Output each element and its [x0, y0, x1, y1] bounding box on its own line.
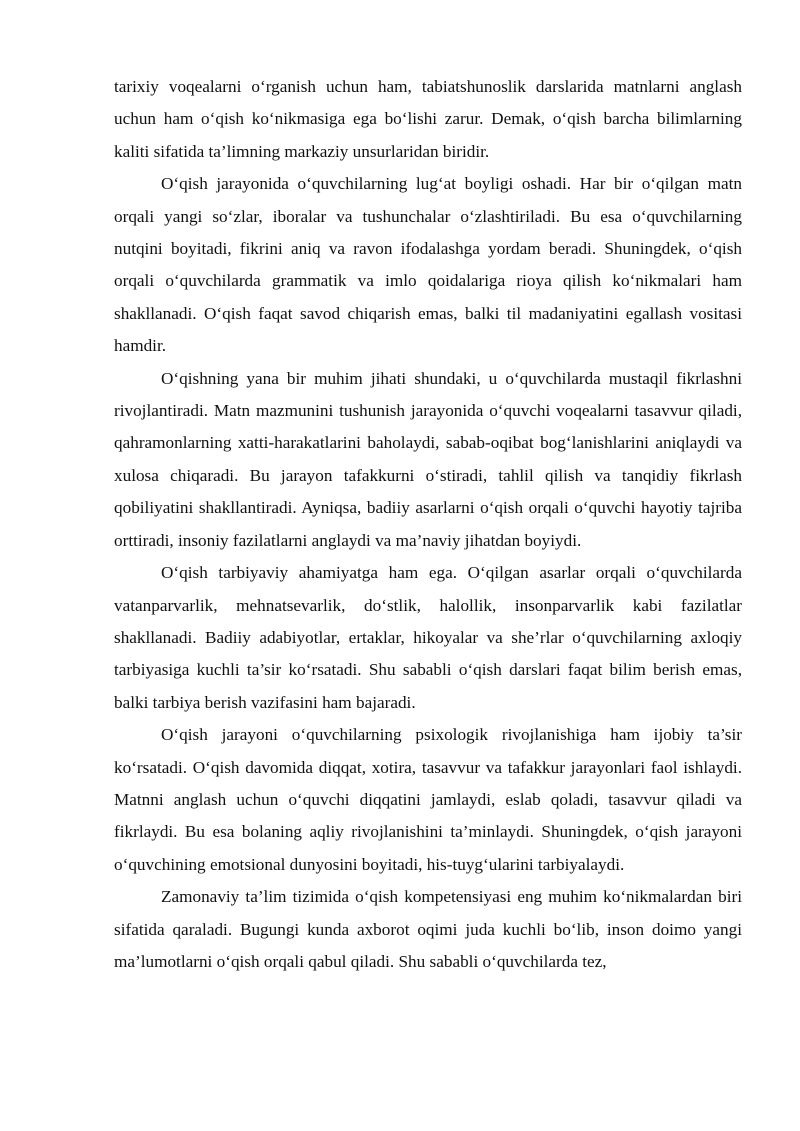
paragraph-vocabulary: O‘qish jarayonida o‘quvchilarning lug‘at boyligi oshadi. Har bir o‘qilgan matn orqali yangi so‘zlar, iboralar va tushunchalar o‘zlashtiriladi. Bu esa o‘quvchilarning nutqini boyitadi, fikrini aniq va ravon ifodalashga yordam beradi. Shuningdek, o‘qish orqali o‘quvchilarda grammatik va imlo qoidalariga rioya qilish ko‘nikmalari ham shakllanadi. O‘qish faqat savod chiqarish emas, balki til madaniyatini egallash vositasi hamdir. [114, 174, 742, 356]
body-text [114, 71, 742, 978]
paragraph-continuation: tarixiy voqealarni o‘rganish uchun ham, tabiatshunoslik darslarida matnlarni anglash uchun ham o‘qish ko‘nikmasiga ega bo‘lishi zarur. Demak, o‘qish barcha bilimlarning kaliti sifatida ta’limning markaziy unsurlaridan biridir. [114, 77, 742, 161]
paragraph-modern-education: Zamonaviy ta’lim tizimida o‘qish kompetensiyasi eng muhim ko‘nikmalardan biri sifatida qaraladi. Bugungi kunda axborot oqimi juda kuchli bo‘lib, inson doimo yangi ma’lumotlarni o‘qish orqali qabul qiladi. Shu sababli o‘quvchilarda tez, [114, 887, 742, 971]
paragraph-independent-thinking: O‘qishning yana bir muhim jihati shundaki, u o‘quvchilarda mustaqil fikrlashni rivojlantiradi. Matn mazmunini tushunish jarayonida o‘quvchi voqealarni tasavvur qiladi, qahramonlarning xatti-harakatlarini baholaydi, sabab-oqibat bog‘lanishlarini aniqlaydi va xulosa chiqaradi. Bu jarayon tafakkurni o‘stiradi, tahlil qilish va tanqidiy fikrlash qobiliyatini shakllantiradi. Ayniqsa, badiiy asarlarni o‘qish orqali o‘quvchi hayotiy tajriba orttiradi, insoniy fazilatlarni anglaydi va ma’naviy jihatdan boyiydi. [114, 368, 742, 550]
paragraph-psychological-development: O‘qish jarayoni o‘quvchilarning psixologik rivojlanishiga ham ijobiy ta’sir ko‘rsatadi. O‘qish davomida diqqat, xotira, tasavvur va tafakkur jarayonlari faol ishlaydi. Matnni anglash uchun o‘quvchi diqqatini jamlaydi, eslab qoladi, tasavvur qiladi va fikrlaydi. Bu esa bolaning aqliy rivojlanishini ta’minlaydi. Shuningdek, o‘qish jarayoni o‘quvchining emotsional dunyosini boyitadi, his-tuyg‘ularini tarbiyalaydi. [114, 725, 742, 874]
paragraph-educational-value: O‘qish tarbiyaviy ahamiyatga ham ega. O‘qilgan asarlar orqali o‘quvchilarda vatanparvarlik, mehnatsevarlik, do‘stlik, halollik, insonparvarlik kabi fazilatlar shakllanadi. Badiiy adabiyotlar, ertaklar, hikoyalar va she’rlar o‘quvchilarning axloqiy tarbiyasiga kuchli ta’sir ko‘rsatadi. Shu sababli o‘qish darslari faqat bilim berish emas, balki tarbiya berish vazifasini ham bajaradi. [114, 563, 742, 712]
